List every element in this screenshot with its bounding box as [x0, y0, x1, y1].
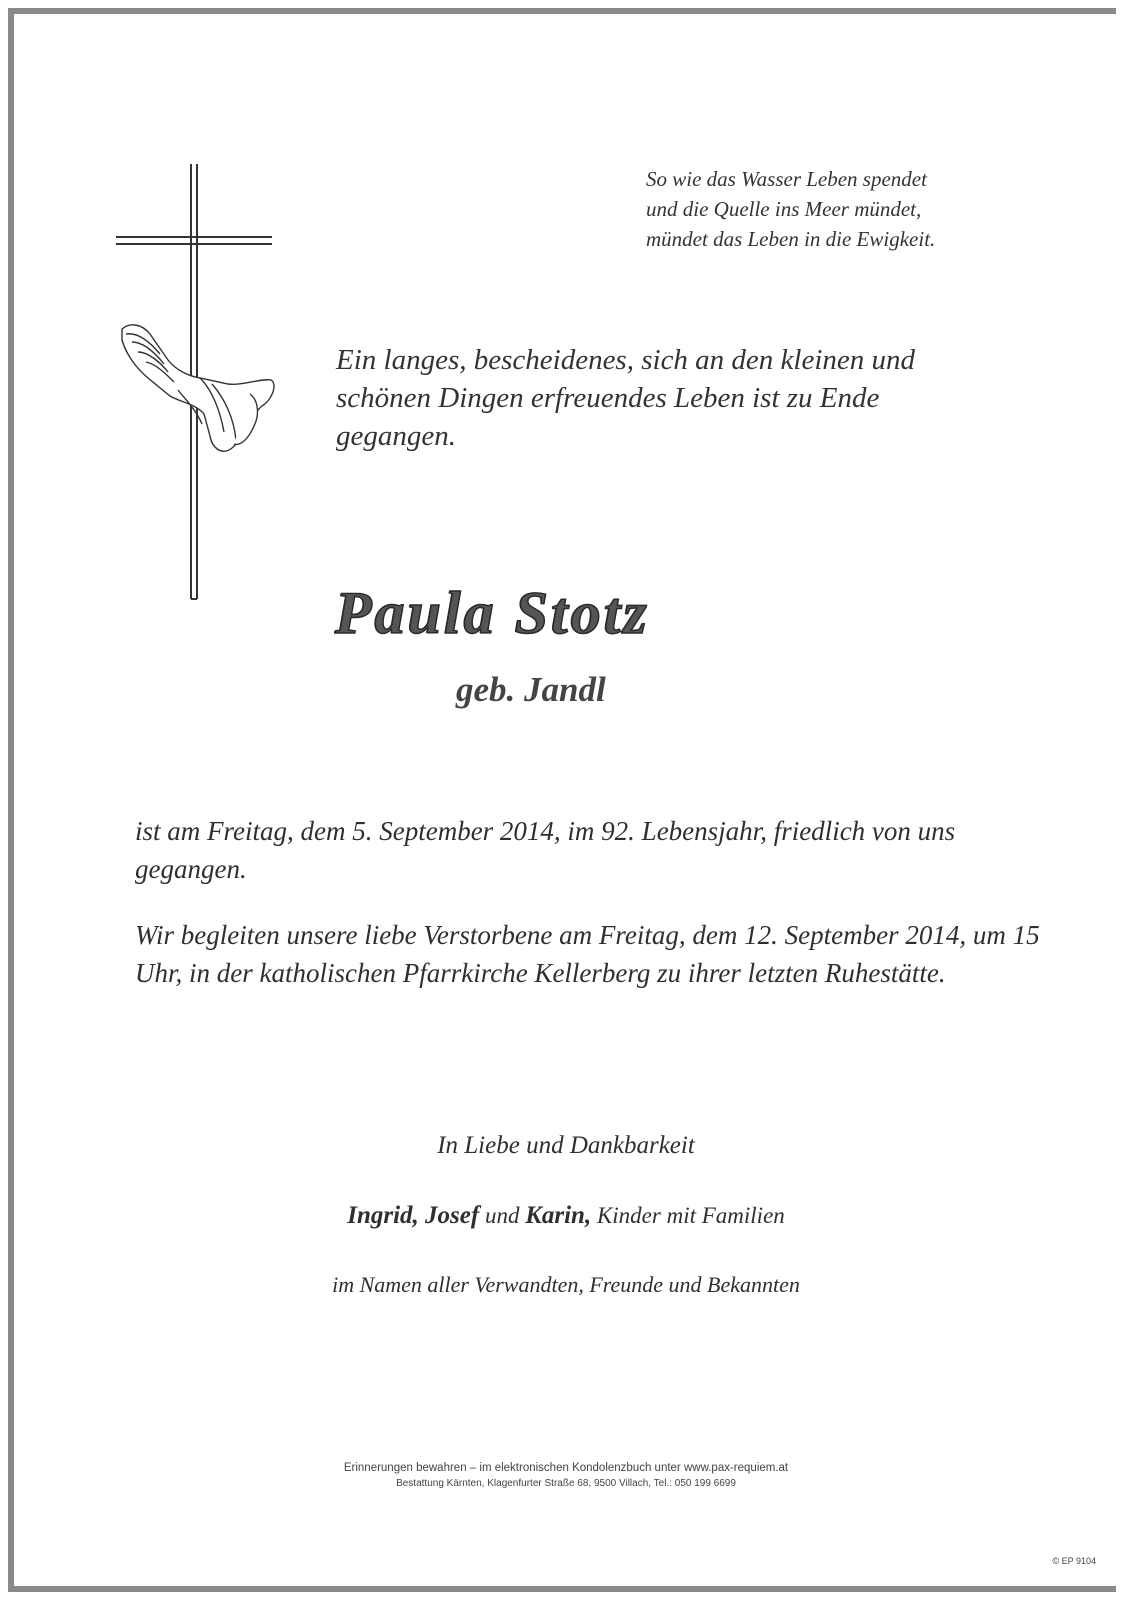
funeral-notice: Wir begleiten unsere liebe Verstorbene am Freitag, dem 12. September 2014, um 15 Uhr, in der katholischen Pfarrkirche Kellerberg zu ihrer letzten Ruhestätte. [135, 920, 1040, 988]
motto-line-3: mündet das Leben in die Ewigkeit. [646, 227, 936, 251]
mourners-line [14, 1202, 1118, 1230]
maiden-name: geb. Jandl [456, 670, 606, 709]
mourner-relation: Kinder mit Familien [591, 1203, 785, 1228]
motto-verse [646, 164, 1006, 254]
intro-text: Ein langes, bescheidenes, sich an den kleinen und schönen Dingen erfreuendes Leben ist zu Ende gegangen. [336, 344, 916, 452]
motto-line-1: So wie das Wasser Leben spendet [646, 167, 927, 191]
cross-icon [116, 164, 276, 624]
praying-hands-icon [122, 325, 274, 451]
mourner-names-2: Karin, [525, 1202, 592, 1229]
closing-greeting: In Liebe und Dankbarkeit [437, 1132, 695, 1159]
on-behalf-line: im Namen aller Verwandten, Freunde und Bekannten [332, 1272, 800, 1297]
death-notice: ist am Freitag, dem 5. September 2014, im 92. Lebensjahr, friedlich von uns gegangen. [135, 816, 956, 884]
form-code: © EP 9104 [1052, 1556, 1096, 1566]
footer-line-2: Bestattung Kärnten, Klagenfurter Straße 68, 9500 Villach, Tel.: 050 199 6699 [396, 1478, 736, 1489]
mourner-and: und [479, 1203, 526, 1228]
footer-line-1: Erinnerungen bewahren – im elektronischen Kondolenzbuch unter www.pax-requiem.at [343, 1462, 789, 1474]
mourner-names-1: Ingrid, Josef [347, 1202, 480, 1229]
obituary-page [14, 14, 1118, 1586]
deceased-name: Paula Stotz [335, 580, 650, 646]
motto-line-2: und die Quelle ins Meer mündet, [646, 197, 922, 221]
